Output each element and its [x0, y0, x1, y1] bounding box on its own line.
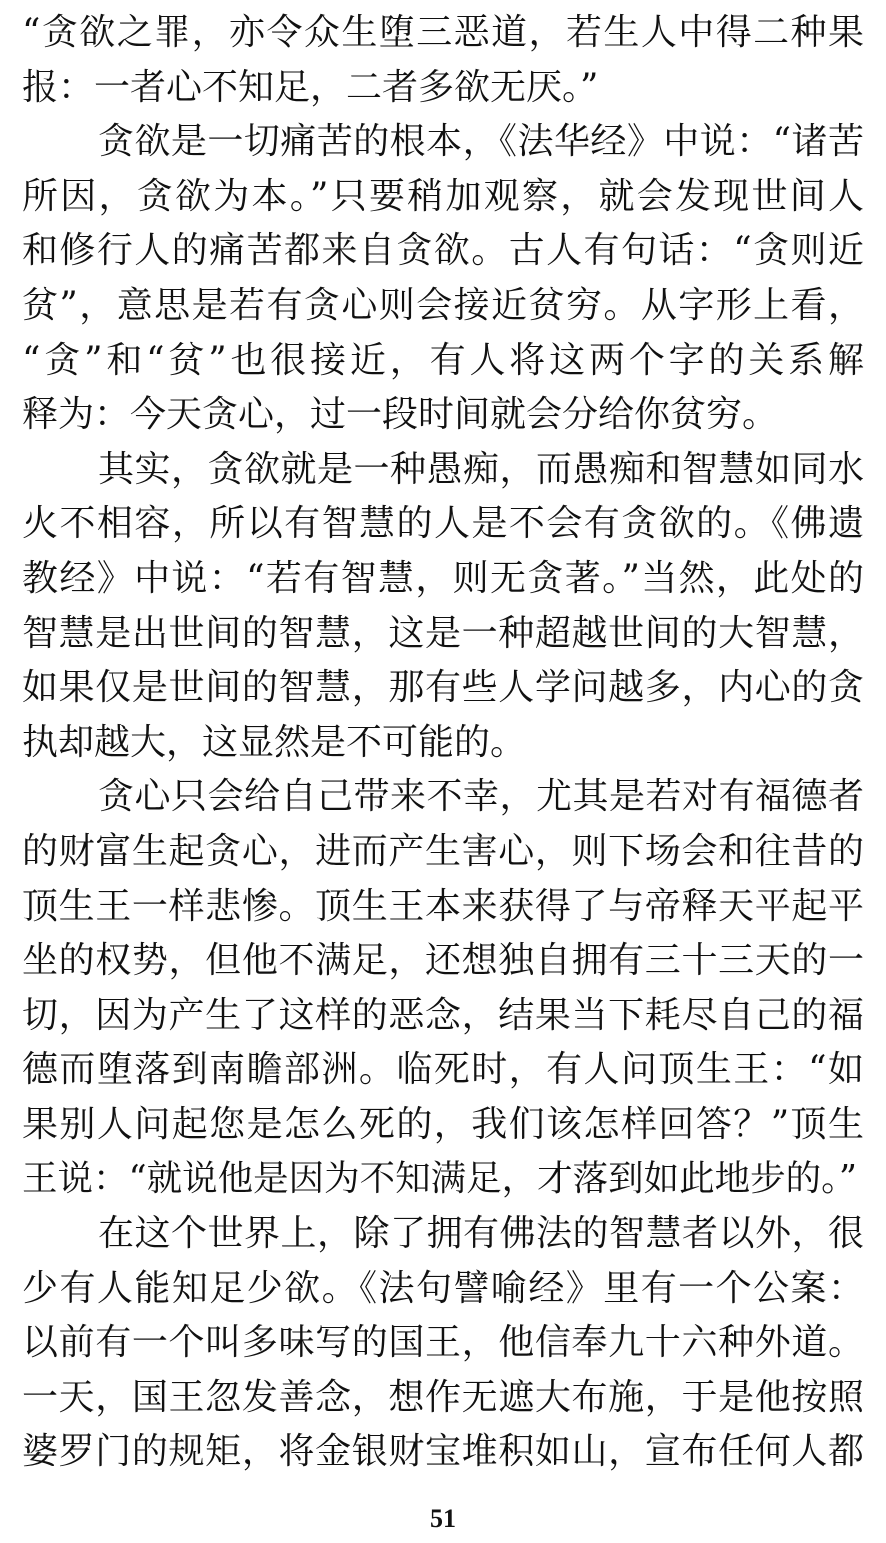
text-line: 德而堕落到南瞻部洲。临死时，有人问顶生王：“如 — [22, 1049, 864, 1091]
text-line: 释为：今天贪心，过一段时间就会分给你贫穷。 — [22, 394, 779, 436]
text-line: 贪欲是一切痛苦的根本，《法华经》中说：“诸苦 — [98, 121, 864, 163]
text-line: 王说：“就说他是因为不知满足，才落到如此地步的。” — [22, 1158, 858, 1200]
text-line: 教经》中说：“若有智慧，则无贪著。”当然，此处的 — [22, 557, 864, 599]
text-line: 贪心只会给自己带来不幸，尤其是若对有福德者 — [98, 776, 864, 818]
text-line: 所因，贪欲为本。”只要稍加观察，就会发现世间人 — [22, 175, 864, 217]
text-line: “贪欲之罪，亦令众生堕三恶道，若生人中得二种果 — [22, 12, 864, 53]
text-line: 和修行人的痛苦都来自贪欲。古人有句话：“贪则近 — [22, 230, 864, 272]
text-line: 少有人能知足少欲。《法句譬喻经》里有一个公案： — [22, 1267, 864, 1309]
text-line: 智慧是出世间的智慧，这是一种超越世间的大智慧， — [22, 612, 864, 654]
page-number: 51 — [430, 1504, 456, 1533]
text-line: 在这个世界上，除了拥有佛法的智慧者以外，很 — [98, 1213, 864, 1255]
text-line: 执却越大，这显然是不可能的。 — [22, 721, 527, 763]
text-line: 以前有一个叫多味写的国王，他信奉九十六种外道。 — [22, 1322, 864, 1364]
text-line: 顶生王一样悲惨。顶生王本来获得了与帝释天平起平 — [22, 885, 864, 927]
text-line: 的财富生起贪心，进而产生害心，则下场会和往昔的 — [22, 830, 864, 872]
text-line: 一天，国王忽发善念，想作无遮大布施，于是他按照 — [22, 1376, 864, 1418]
text-line: 贫”，意思是若有贪心则会接近贫穷。从字形上看， — [22, 284, 864, 326]
text-line: “贪”和“贫”也很接近，有人将这两个字的关系解 — [22, 339, 864, 381]
text-line: 坐的权势，但他不满足，还想独自拥有三十三天的一 — [22, 940, 864, 982]
text-line: 报：一者心不知足，二者多欲无厌。” — [22, 66, 599, 108]
text-line: 切，因为产生了这样的恶念，结果当下耗尽自己的福 — [22, 994, 864, 1036]
text-line: 婆罗门的规矩，将金银财宝堆积如山，宣布任何人都 — [22, 1431, 864, 1473]
text-line: 如果仅是世间的智慧，那有些人学问越多，内心的贪 — [22, 667, 864, 709]
text-line: 其实，贪欲就是一种愚痴，而愚痴和智慧如同水 — [98, 448, 864, 490]
body-text — [22, 6, 864, 1480]
text-line: 果别人问起您是怎么死的，我们该怎样回答？”顶生 — [22, 1103, 864, 1145]
text-line: 火不相容，所以有智慧的人是不会有贪欲的。《佛遗 — [22, 503, 864, 545]
